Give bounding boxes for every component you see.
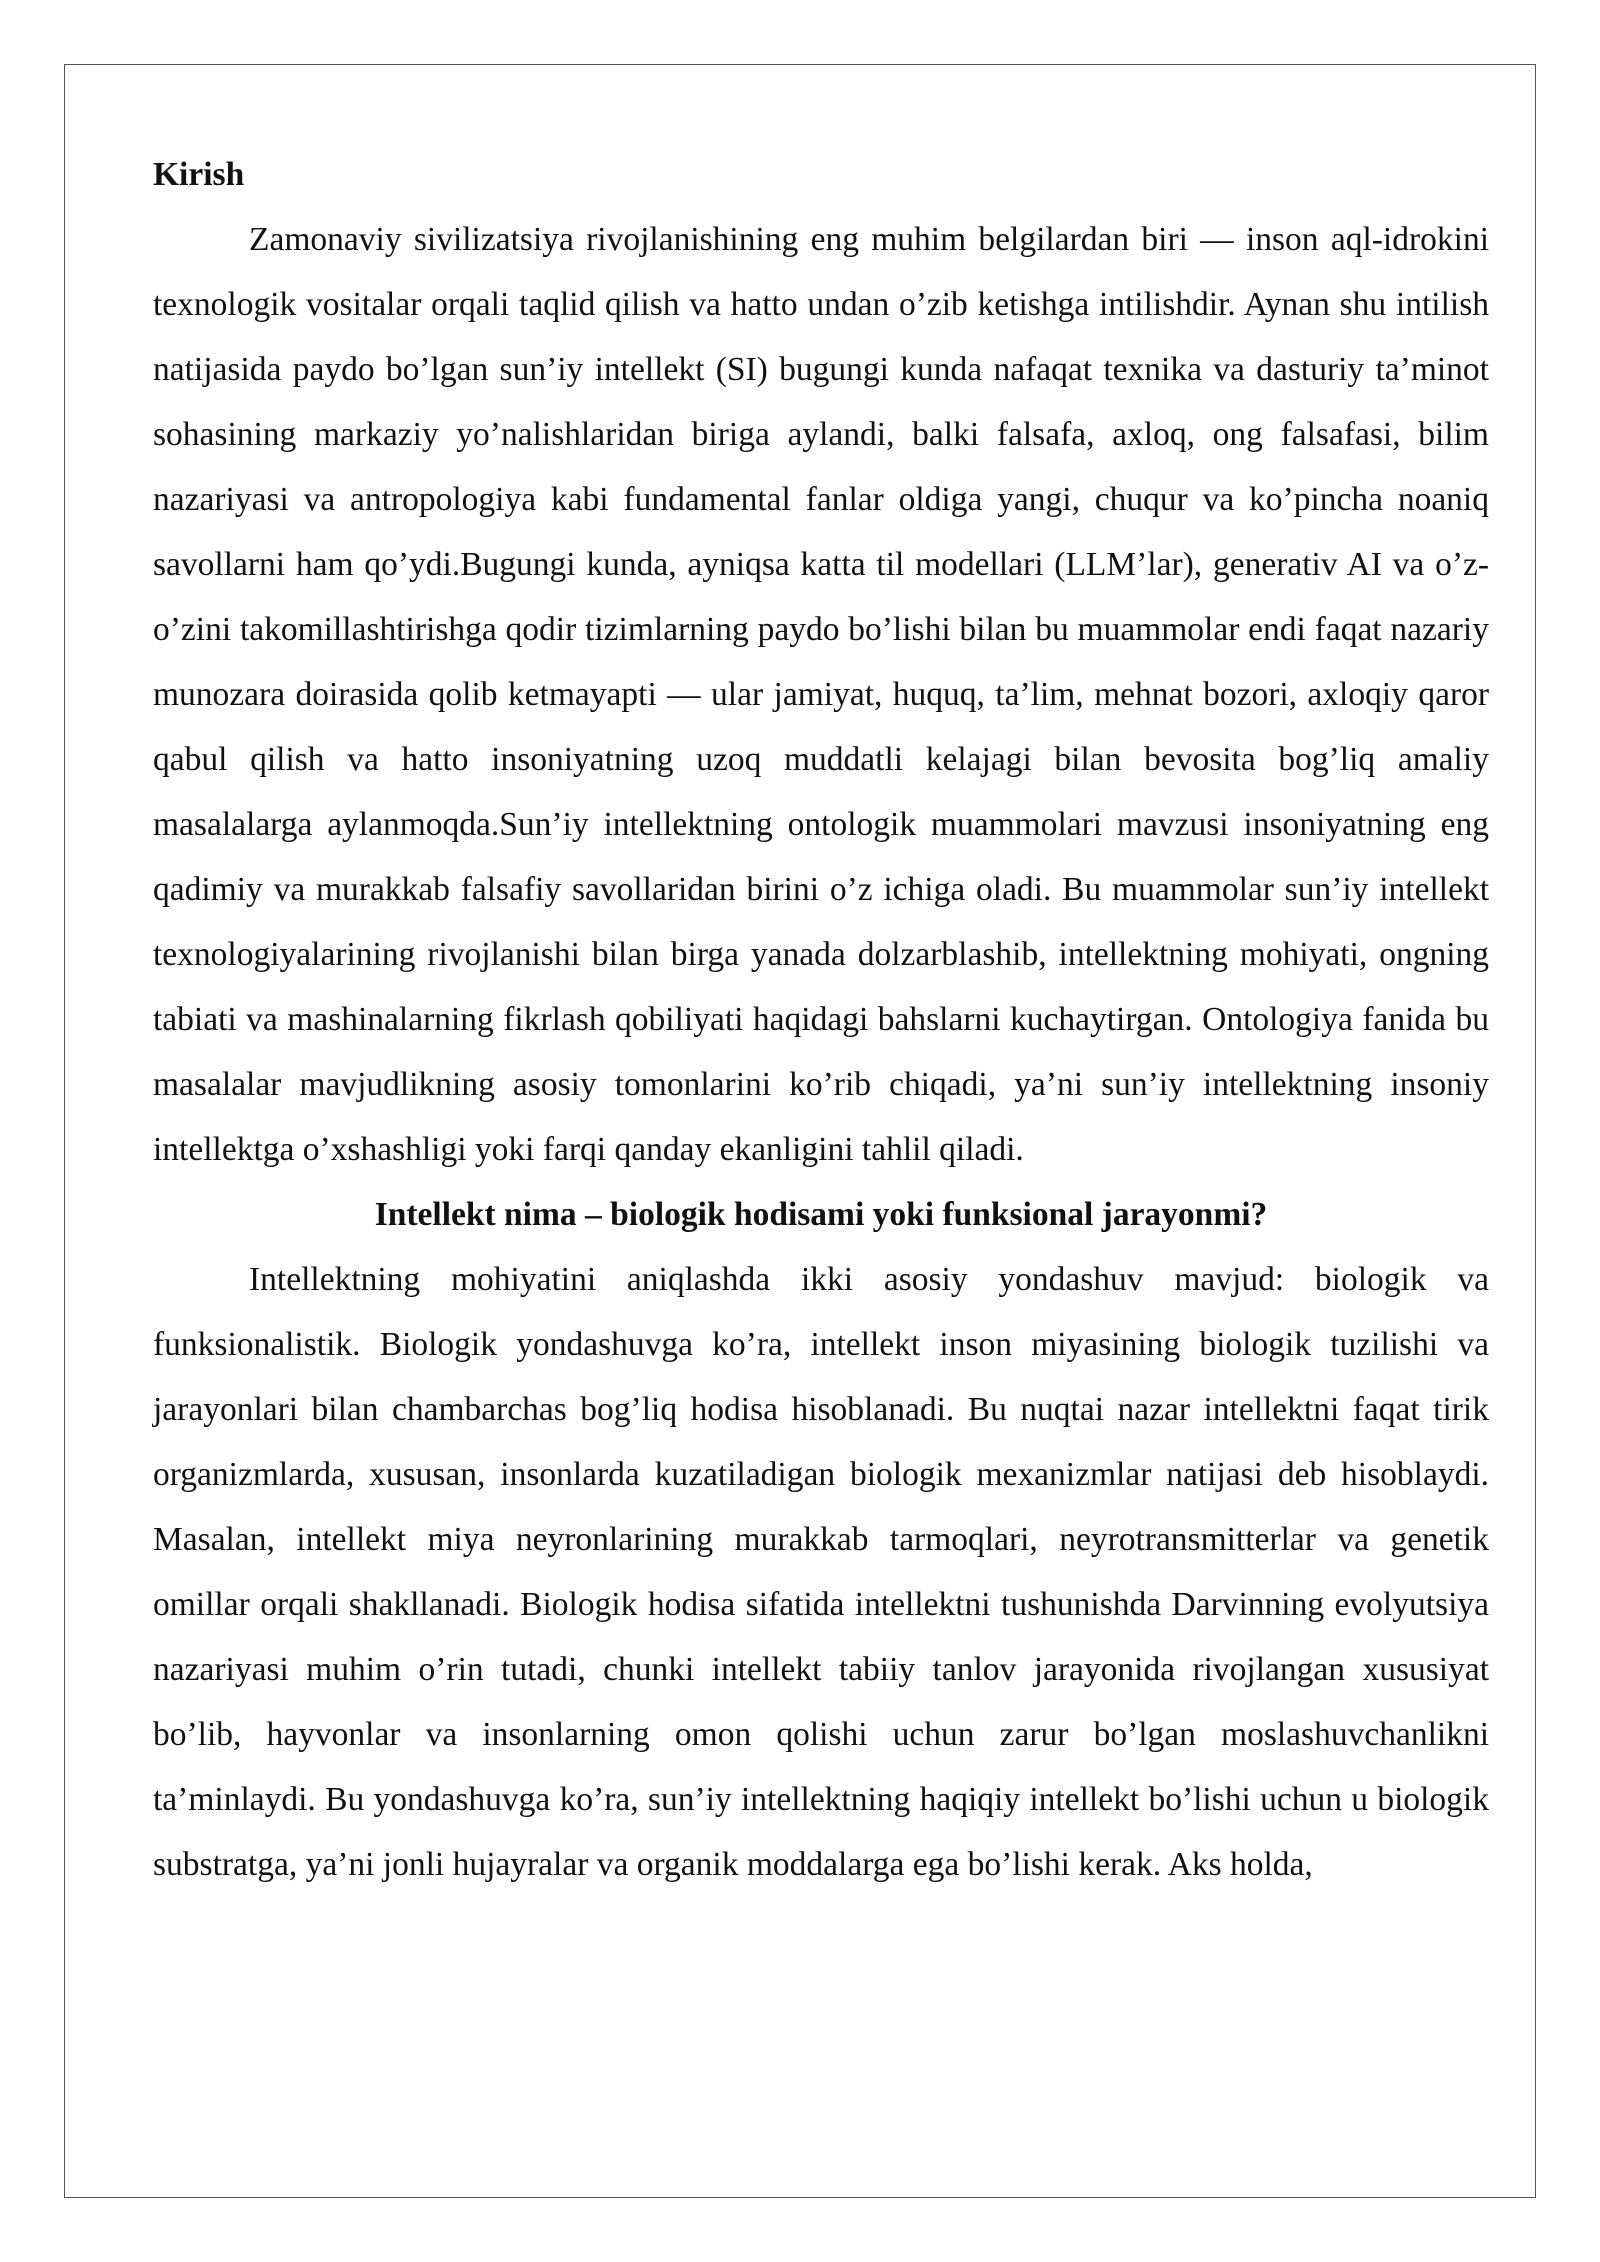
- section-heading: Intellekt nima – biologik hodisami yoki funksional jarayonmi?: [374, 1196, 1268, 1233]
- intro-heading: Kirish: [153, 156, 245, 193]
- section-paragraph: Intellektning mohiyatini aniqlashda ikki asosiy yondashuv mavjud: biologik va funksionalistik. Biologik yondashuvga ko’ra, intellekt inson miyasining biologik tuzilishi va jarayonlari bilan chambarchas bog’liq hodisa hisoblanadi. Bu nuqtai nazar intellektni faqat tirik organizmlarda, xususan, insonlarda kuzatiladigan biologik mexanizmlar natijasi deb hisoblaydi. Masalan, intellekt miya neyronlarining murakkab tarmoqlari, neyrotransmitterlar va genetik omillar orqali shakllanadi. Biologik hodisa sifatida intellektni tushunishda Darvinning evolyutsiya nazariyasi muhim o’rin tutadi, chunki intellekt tabiiy tanlov jarayonida rivojlangan xususiyat bo’lib, hayvonlar va insonlarning omon qolishi uchun zarur bo’lgan moslashuvchanlikni ta’minlaydi. Bu yondashuvga ko’ra, sun’iy intellektning haqiqiy intellekt bo’lishi uchun u biologik substratga, ya’ni jonli hujayralar va organik moddalarga ega bo’lishi kerak. Aks holda,: [153, 1261, 1489, 1883]
- intro-paragraph: Zamonaviy sivilizatsiya rivojlanishining eng muhim belgilardan biri — inson aql-idrokini texnologik vositalar orqali taqlid qilish va hatto undan o’zib ketishga intilishdir. Aynan shu intilish natijasida paydo bo’lgan sun’iy intellekt (SI) bugungi kunda nafaqat texnika va dasturiy ta’minot sohasining markaziy yo’nalishlaridan biriga aylandi, balki falsafa, axloq, ong falsafasi, bilim nazariyasi va antropologiya kabi fundamental fanlar oldiga yangi, chuqur va ko’pincha noaniq savollarni ham qo’ydi.Bugungi kunda, ayniqsa katta til modellari (LLM’lar), generativ AI va o’z-o’zini takomillashtirishga qodir tizimlarning paydo bo’lishi bilan bu muammolar endi faqat nazariy munozara doirasida qolib ketmayapti — ular jamiyat, huquq, ta’lim, mehnat bozori, axloqiy qaror qabul qilish va hatto insoniyatning uzoq muddatli kelajagi bilan bevosita bog’liq amaliy masalalarga aylanmoqda.Sun’iy intellektning ontologik muammolari mavzusi insoniyatning eng qadimiy va murakkab falsafiy savollaridan birini o’z ichiga oladi. Bu muammolar sun’iy intellekt texnologiyalarining rivojlanishi bilan birga yanada dolzarblashib, intellektning mohiyati, ongning tabiati va mashinalarning fikrlash qobiliyati haqidagi bahslarni kuchaytirgan. Ontologiya fanida bu masalalar mavjudlikning asosiy tomonlarini ko’rib chiqadi, ya’ni sun’iy intellektning insoniy intellektga o’xshashligi yoki farqi qanday ekanligini tahlil qiladi.: [153, 221, 1489, 1168]
- document-body: [153, 142, 1489, 1897]
